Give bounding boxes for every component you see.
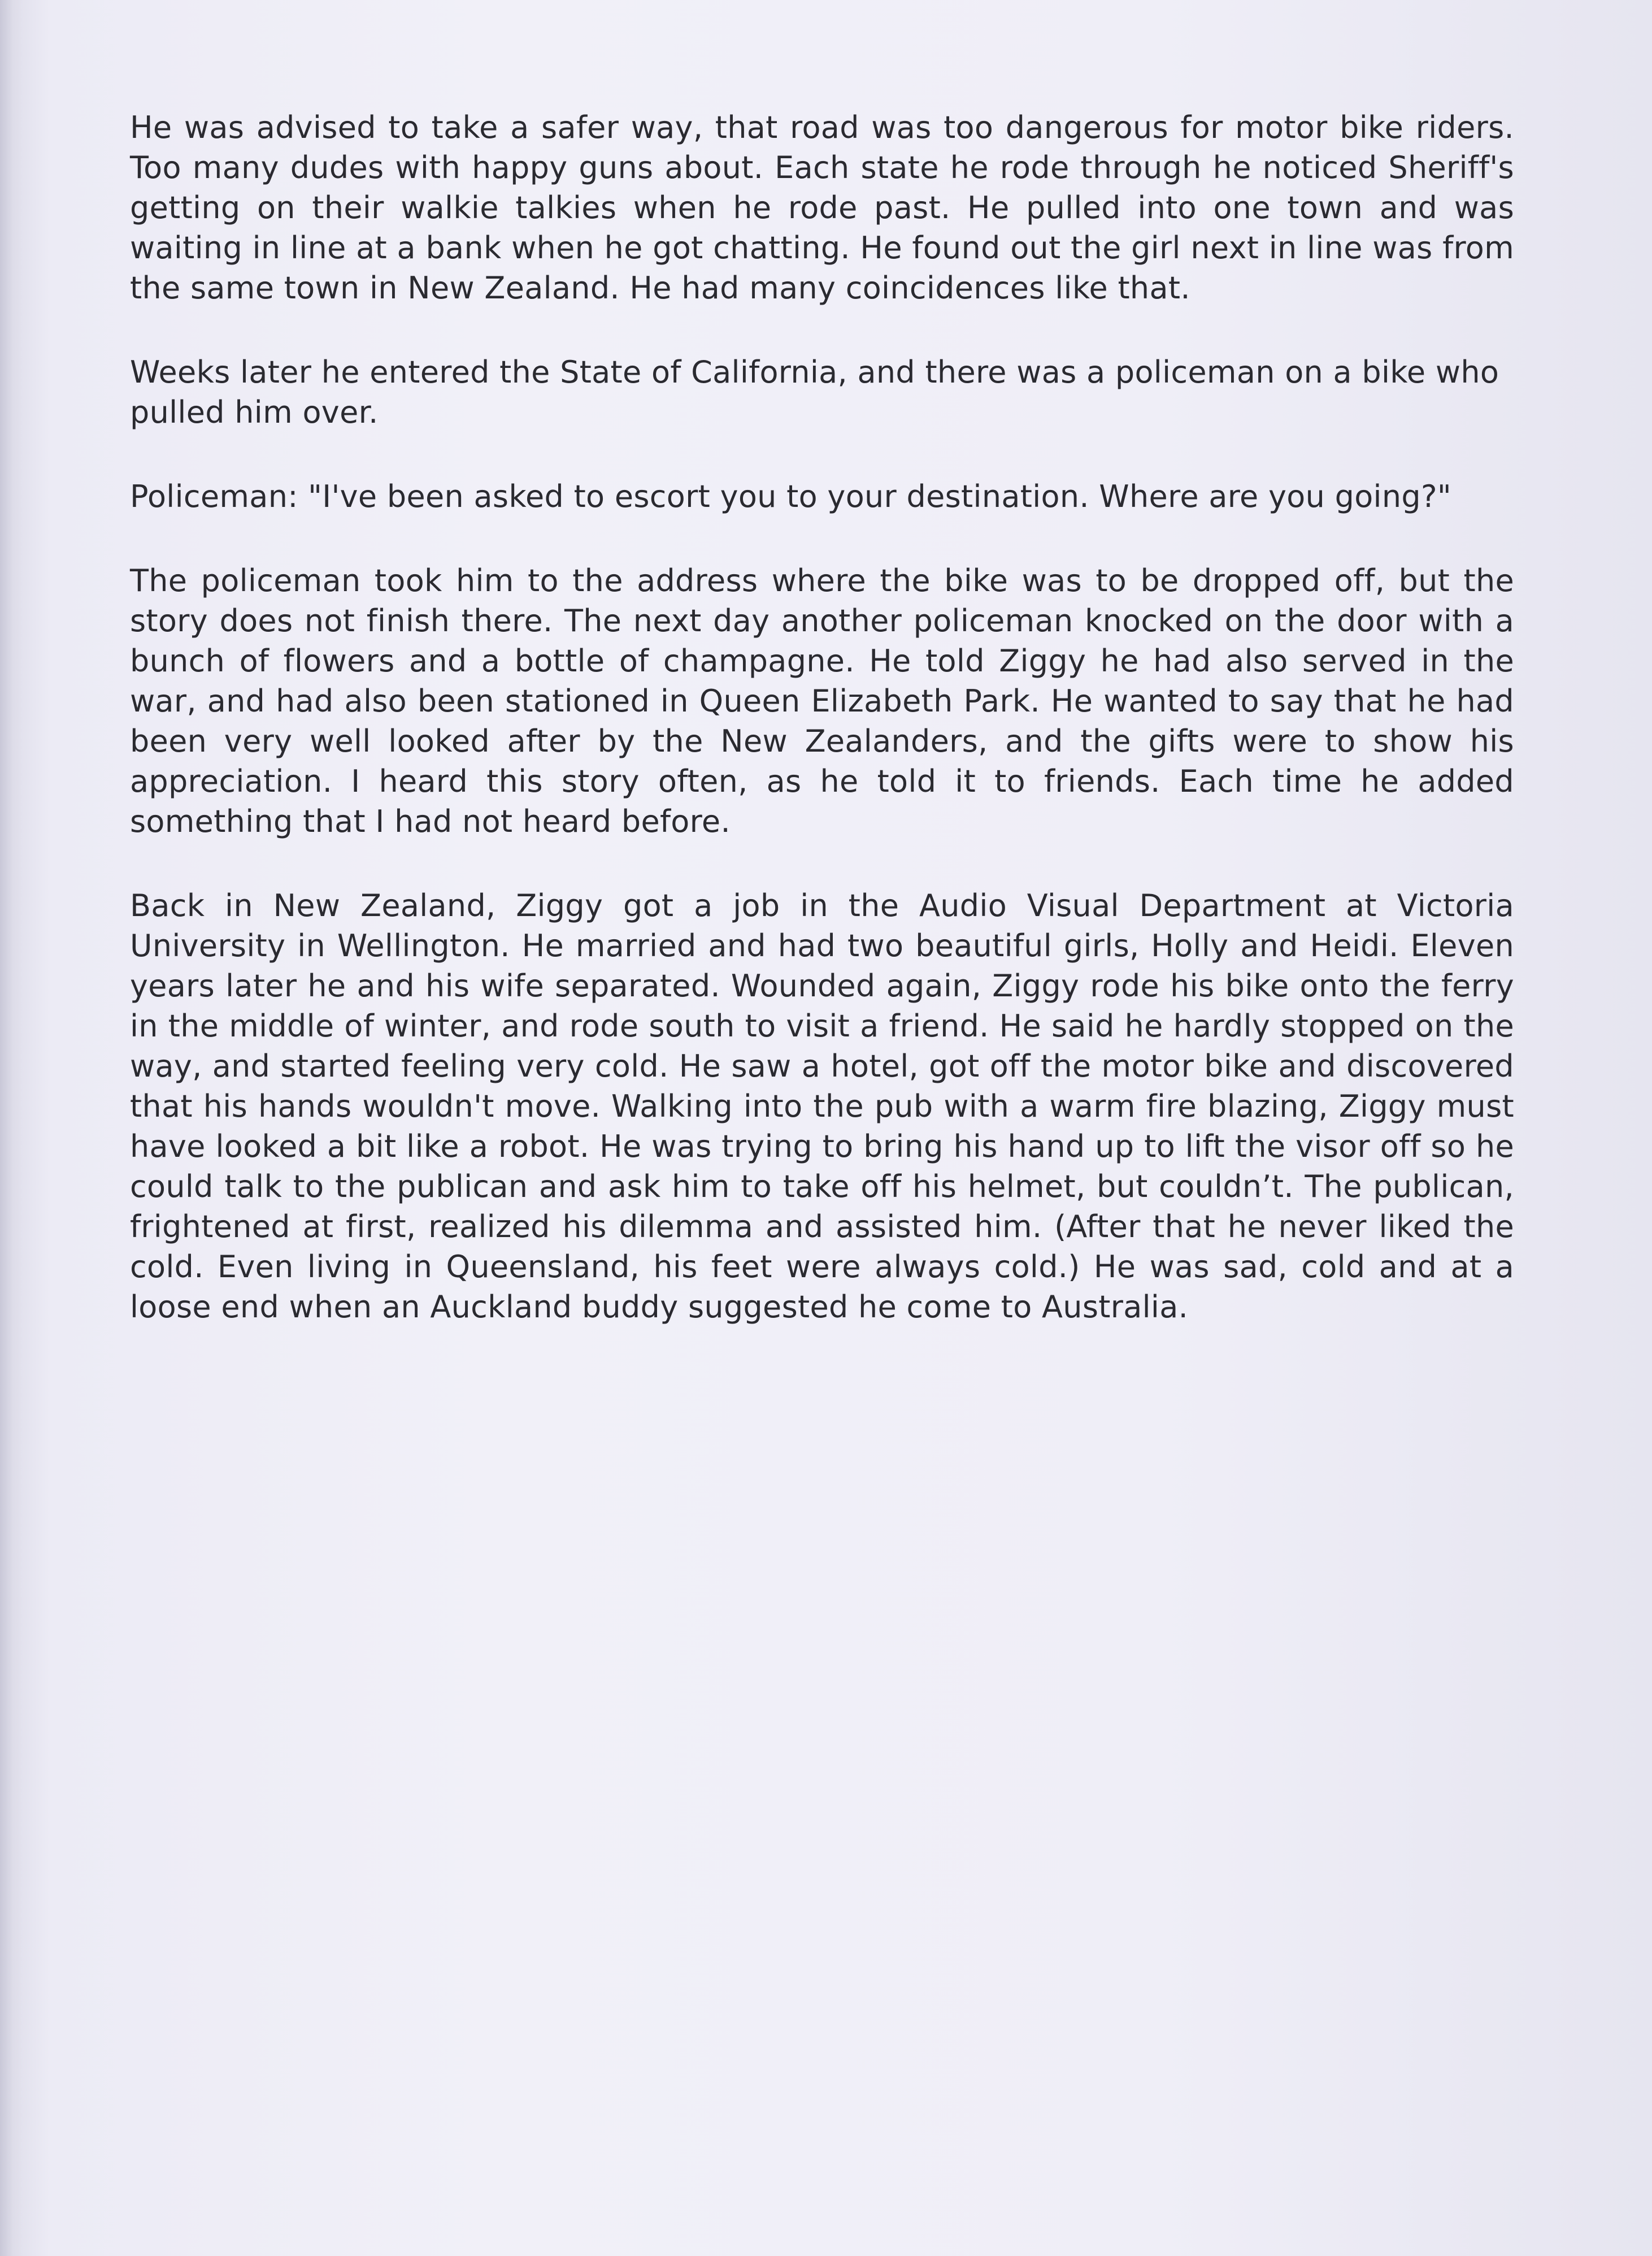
paragraph-5: Back in New Zealand, Ziggy got a job in the Audio Visual Department at Victoria University in Wellington. He married and had two beautiful girls, Holly and Heidi. Eleven years later he and his wife separated. Wounded again, Ziggy rode his bike onto the ferry in the middle of winter, and rode south to visit a friend. He said he hardly stopped on the way, and started feeling very cold. He saw a hotel, got off the motor bike and discovered that his hands wouldn't move. Walking into the pub with a warm fire blazing, Ziggy must have looked a bit like a robot. He was trying to bring his hand up to lift the visor off so he could talk to the publican and ask him to take off his helmet, but couldn’t. The publican, frightened at first, realized his dilemma and assisted him. (After that he never liked the cold. Even living in Queensland, his feet were always cold.) He was sad, cold and at a loose end when an Auckland buddy suggested he come to Australia.	[130, 888, 1514, 1325]
paragraph-1: He was advised to take a safer way, that road was too dangerous for motor bike riders. Too many dudes with happy guns about. Each state he rode through he noticed Sheriff's getting on their walkie talkies when he rode past. He pulled into one town and was waiting in line at a bank when he got chatting. He found out the girl next in line was from the same town in New Zealand. He had many coincidences like that.	[130, 110, 1514, 306]
body-text	[130, 107, 1514, 1371]
paragraph-4: The policeman took him to the address where the bike was to be dropped off, but the story does not finish there. The next day another policeman knocked on the door with a bunch of flowers and a bottle of champagne. He told Ziggy he had also served in the war, and had also been stationed in Queen Elizabeth Park. He wanted to say that he had been very well looked after by the New Zealanders, and the gifts were to show his appreciation. I heard this story often, as he told it to friends. Each time he added something that I had not heard before.	[130, 563, 1514, 839]
paragraph-3: Policeman: "I've been asked to escort you to your destination. Where are you going?"	[130, 479, 1452, 514]
page-edge-shadow	[0, 0, 23, 2256]
paragraph-2: Weeks later he entered the State of California, and there was a policeman on a bike who pulled him over.	[130, 354, 1499, 430]
